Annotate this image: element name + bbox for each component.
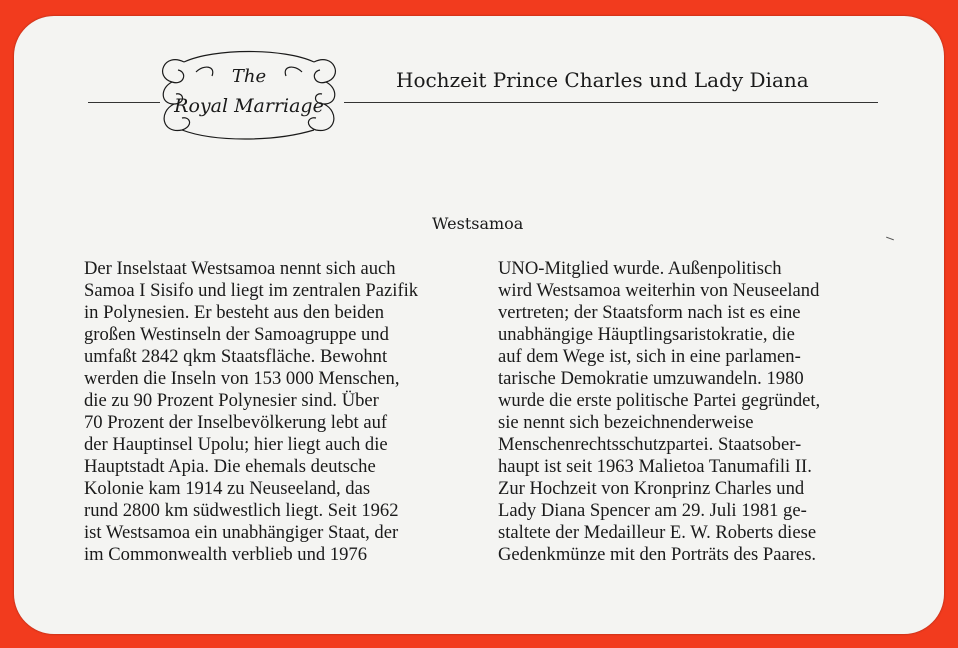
text-line: Gedenkmünze mit den Porträts des Paares.: [498, 544, 817, 565]
header-rule-right: [344, 102, 878, 103]
info-card: [14, 16, 944, 634]
text-line: umfaßt 2842 qkm Staatsfläche. Bewohnt: [84, 346, 388, 367]
text-line: Zur Hochzeit von Kronprinz Charles und: [498, 478, 805, 499]
text-line: Samoa I Sisifo und liegt im zentralen Pazifik: [84, 280, 419, 301]
section-title: Westsamoa: [432, 214, 524, 233]
text-line: Der Inselstaat Westsamoa nennt sich auch: [84, 258, 396, 279]
text-line: ist Westsamoa ein unabhängiger Staat, der: [84, 522, 399, 543]
text-line: sie nennt sich bezeichnenderweise: [498, 412, 754, 433]
royal-marriage-logo: [154, 42, 344, 146]
text-line: Hauptstadt Apia. Die ehemals deutsche: [84, 456, 376, 477]
text-column-right: [498, 258, 888, 566]
text-line: der Hauptinsel Upolu; hier liegt auch die: [84, 434, 388, 455]
text-line: auf dem Wege ist, sich in eine parlamen-: [498, 346, 801, 367]
text-line: großen Westinseln der Samoagruppe und: [84, 324, 389, 345]
logo-line1: The: [231, 66, 267, 87]
logo-line2: Royal Marriage: [174, 95, 324, 117]
text-column-left: [84, 258, 464, 566]
text-line: 70 Prozent der Inselbevölkerung lebt auf: [84, 412, 388, 433]
text-line: haupt ist seit 1963 Malietoa Tanumafili II.: [498, 456, 812, 477]
text-line: Menschenrechtsschutzpartei. Staatsober-: [498, 434, 802, 455]
text-line: im Commonwealth verblieb und 1976: [84, 544, 368, 565]
text-line: tarische Demokratie umzuwandeln. 1980: [498, 368, 804, 389]
header-rule-left: [88, 102, 160, 103]
text-line: staltete der Medailleur E. W. Roberts diese: [498, 522, 817, 543]
text-line: wird Westsamoa weiterhin von Neuseeland: [498, 280, 820, 301]
text-line: vertreten; der Staatsform nach ist es eine: [498, 302, 801, 323]
text-line: UNO-Mitglied wurde. Außenpolitisch: [498, 258, 782, 279]
text-line: in Polynesien. Er besteht aus den beiden: [84, 302, 385, 323]
text-line: wurde die erste politische Partei gegründet,: [498, 390, 821, 411]
print-mark: [886, 237, 894, 241]
text-line: Kolonie kam 1914 zu Neuseeland, das: [84, 478, 371, 499]
header-title: Hochzeit Prince Charles und Lady Diana: [396, 68, 809, 92]
text-line: die zu 90 Prozent Polynesier sind. Über: [84, 390, 379, 411]
text-line: unabhängige Häuptlingsaristokratie, die: [498, 324, 795, 345]
text-line: Lady Diana Spencer am 29. Juli 1981 ge-: [498, 500, 807, 521]
text-line: werden die Inseln von 153 000 Menschen,: [84, 368, 400, 389]
text-line: rund 2800 km südwestlich liegt. Seit 1962: [84, 500, 399, 521]
